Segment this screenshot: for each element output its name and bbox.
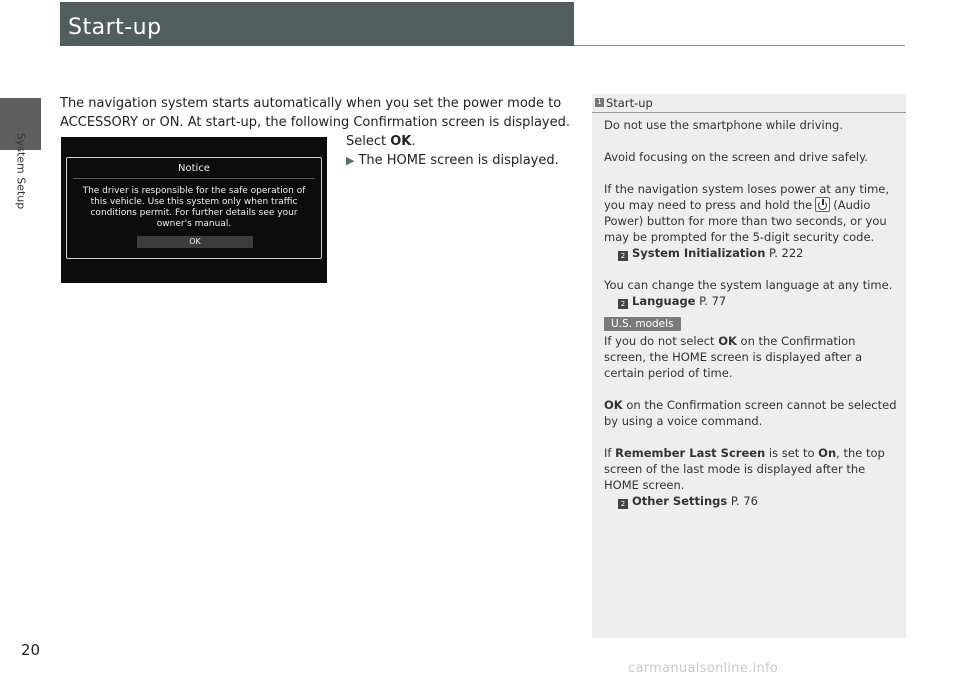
power-icon	[815, 197, 830, 212]
note-marker-icon: 1	[595, 98, 604, 107]
dialog-title: Notice	[178, 163, 210, 174]
title-rule	[574, 45, 905, 46]
page-title: Start-up	[68, 15, 162, 40]
note-paragraph: If Remember Last Screen is set to On, the top screen of the last mode is displayed after the HOME screen.	[604, 446, 885, 492]
note-paragraph: You can change the system language at any time.	[604, 278, 893, 292]
step-result: ▶ The HOME screen is displayed.	[346, 153, 559, 168]
step-target: OK	[390, 134, 412, 149]
watermark: carmanualsonline.info	[628, 661, 779, 676]
note-paragraph: Avoid focusing on the screen and drive safely.	[604, 150, 868, 164]
note-header	[592, 94, 906, 113]
reference-arrow-icon: 2	[618, 251, 628, 261]
step-instruction	[346, 132, 571, 170]
note-paragraph: If the navigation system loses power at any time, you may need to press and hold the (Audio Power) button for more than two seconds, or you may be prompted for the 5-digit security code.	[604, 182, 890, 244]
cross-reference[interactable]: 2 Language P. 77	[604, 293, 898, 309]
note-paragraph: OK on the Confirmation screen cannot be selected by using a voice command.	[604, 398, 897, 428]
cross-reference[interactable]: 2 System Initialization P. 222	[604, 245, 898, 261]
dialog-divider	[73, 178, 315, 179]
step-line: Select OK.	[346, 134, 416, 149]
note-paragraph: If you do not select OK on the Confirmation screen, the HOME screen is displayed after a certain period of time.	[604, 334, 863, 380]
note-heading: Start-up	[606, 96, 653, 110]
side-note	[592, 94, 906, 638]
page-number: 20	[21, 641, 41, 659]
ok-button: OK	[137, 236, 253, 248]
region-badge: U.S. models	[604, 317, 681, 331]
note-paragraph: Do not use the smartphone while driving.	[604, 118, 843, 132]
reference-arrow-icon: 2	[618, 299, 628, 309]
section-side-label: System Setup	[14, 132, 28, 210]
dialog-message: The driver is responsible for the safe operation of this vehicle. Use this system only when traffic conditions permit. For further details see your owner's manual.	[82, 186, 306, 229]
page-title-bar	[60, 2, 574, 46]
cross-reference[interactable]: 2 Other Settings P. 76	[604, 493, 898, 509]
note-body	[604, 117, 898, 509]
notice-dialog	[66, 157, 322, 259]
confirmation-screen-image	[61, 137, 327, 283]
reference-arrow-icon: 2	[618, 499, 628, 509]
intro-paragraph: The navigation system starts automatically when you set the power mode to ACCESSORY or ON. At start-up, the following Confirmation screen is displayed.	[60, 96, 571, 130]
result-arrow-icon: ▶	[346, 154, 355, 167]
